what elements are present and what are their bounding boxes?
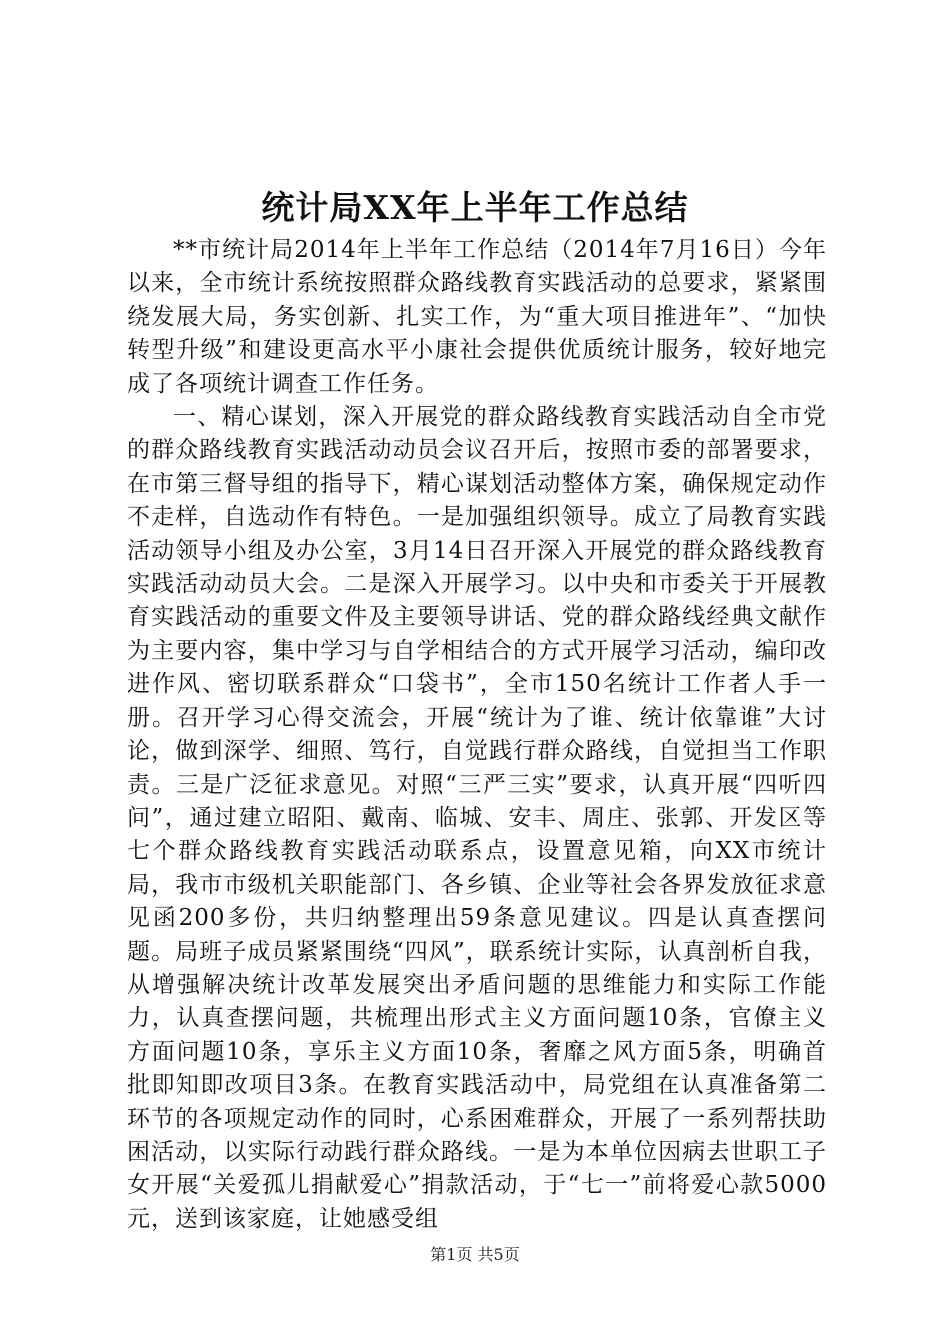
document-body	[127, 234, 827, 1236]
page-number-footer: 第1页 共5页	[430, 1245, 520, 1264]
document-title: 统计局XX年上半年工作总结	[261, 188, 689, 227]
paragraph-section-one: 一、精心谋划，深入开展党的群众路线教育实践活动自全市党的群众路线教育实践活动动员会议召开后，按照市委的部署要求，在市第三督导组的指导下，精心谋划活动整体方案，确保规定动作不走样，自选动作有特色。一是加强组织领导。成立了局教育实践活动领导小组及办公室，3月14日召开深入开展党的群众路线教育实践活动动员大会。二是深入开展学习。以中央和市委关于开展教育实践活动的重要文件及主要领导讲话、党的群众路线经典文献作为主要内容，集中学习与自学相结合的方式开展学习活动，编印改进作风、密切联系群众“口袋书”，全市150名统计工作者人手一册。召开学习心得交流会，开展“统计为了谁、统计依靠谁”大讨论，做到深学、细照、笃行，自觉践行群众路线，自觉担当工作职责。三是广泛征求意见。对照“三严三实”要求，认真开展“四听四问”，通过建立昭阳、戴南、临城、安丰、周庄、张郭、开发区等七个群众路线教育实践活动联系点，设置意见箱，向XX市统计局，我市市级机关职能部门、各乡镇、企业等社会各界发放征求意见函200多份，共归纳整理出59条意见建议。四是认真查摆问题。局班子成员紧紧围绕“四风”，联系统计实际，认真剖析自我，从增强解决统计改革发展突出矛盾问题的思维能力和实际工作能力，认真查摆问题，共梳理出形式主义方面问题10条，官僚主义方面问题10条，享乐主义方面10条，奢靡之风方面5条，明确首批即知即改项目3条。在教育实践活动中，局党组在认真准备第二环节的各项规定动作的同时，心系困难群众，开展了一系列帮扶助困活动，以实际行动践行群众路线。一是为本单位因病去世职工子女开展“关爱孤儿捐献爱心”捐款活动，于“七一”前将爱心款5000元，送到该家庭，让她感受组	[127, 404, 827, 1232]
paragraph-intro: **市统计局2014年上半年工作总结（2014年7月16日）今年以来，全市统计系统按照群众路线教育实践活动的总要求，紧紧围绕发展大局，务实创新、扎实工作，为“重大项目推进年”、“加快转型升级”和建设更高水平小康社会提供优质统计服务，较好地完成了各项统计调查工作任务。	[127, 237, 827, 397]
